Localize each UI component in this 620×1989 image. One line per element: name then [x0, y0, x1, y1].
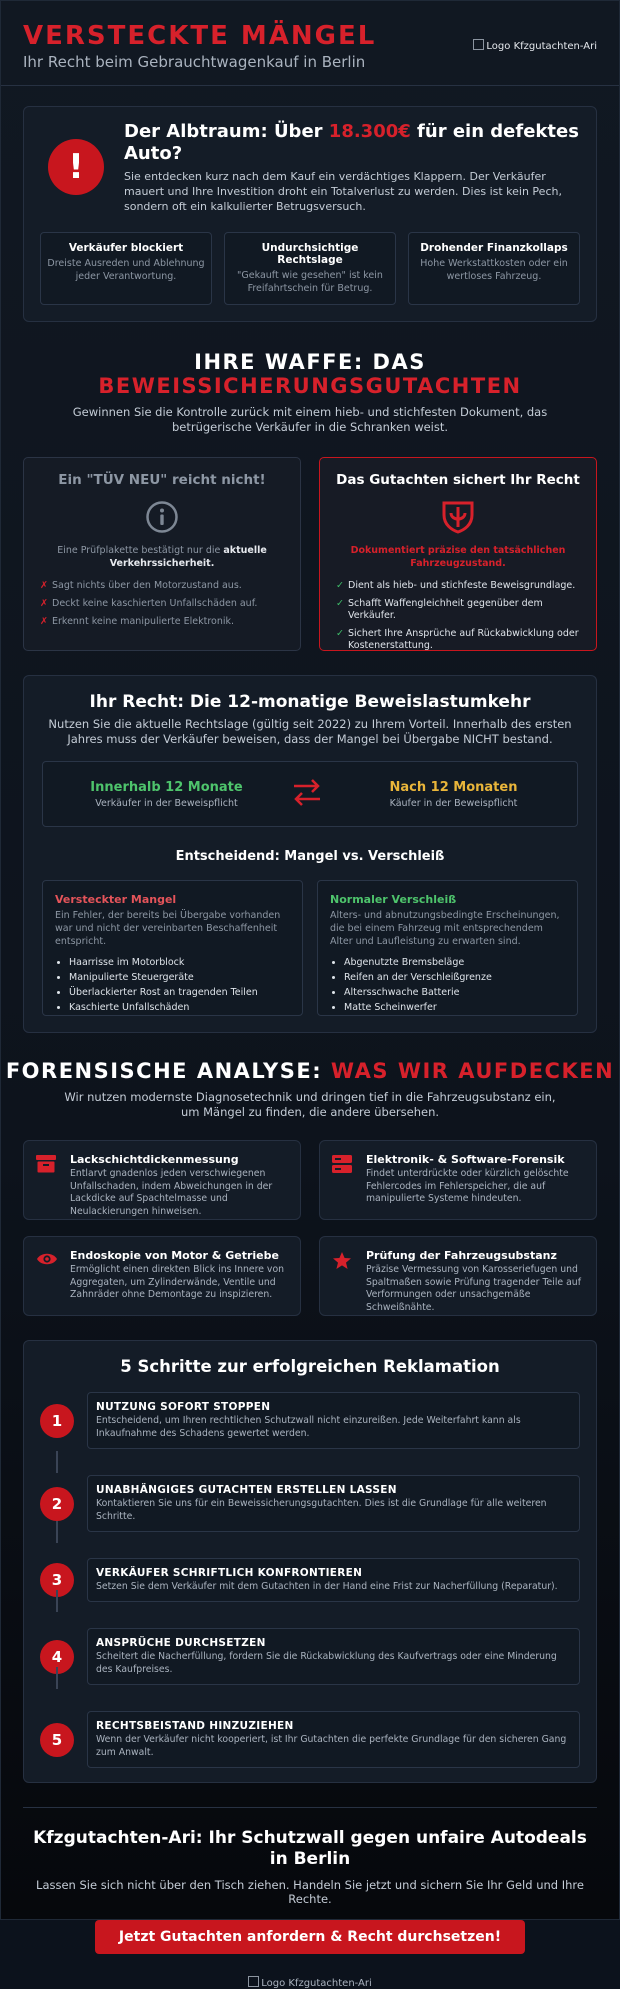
after-12-sub: Käufer in der Beweispflicht	[389, 797, 518, 809]
archive-icon	[36, 1155, 56, 1207]
gutachten-title: Das Gutachten sichert Ihr Recht	[336, 472, 580, 488]
list-item: ✓ Dient als hieb- und stichfeste Beweisgrundlage.	[336, 580, 576, 591]
list-item: ✓ Schafft Waffengleichheit gegenüber dem Verkäufer.	[336, 598, 543, 621]
page-subtitle: Ihr Recht beim Gebrauchtwagenkauf in Berlin	[23, 53, 366, 71]
server-icon	[332, 1155, 352, 1207]
swap-arrows-icon	[290, 775, 330, 813]
burden-timeline	[42, 761, 578, 827]
list-item: • Abgenutzte Bremsbeläge	[344, 955, 565, 970]
step-item: 5 RECHTSBEISTAND HINZUZIEHEN Wenn der Verkäufer nicht kooperiert, ist Ihr Gutachten die perfekte Grundlage für den sicheren Gang zum Anwalt.	[40, 1711, 580, 1768]
law-text: Nutzen Sie die aktuelle Rechtslage (gültig seit 2022) zu Ihrem Vorteil. Innerhalb des ersten Jahres muss der Verkäufer beweisen, dass der Mangel bei Übergabe NICHT bestand.	[48, 717, 572, 746]
header-logo: Logo Kfzgutachten-Ari	[473, 39, 597, 52]
alert-title: Der Albtraum: Über 18.300€ für ein defektes Auto?	[124, 121, 579, 164]
defect-card	[42, 880, 303, 1016]
step-connector	[56, 1521, 58, 1543]
cross-icon: ✗	[40, 598, 48, 609]
step-item: 2 UNABHÄNGIGES GUTACHTEN ERSTELLEN LASSEN Kontaktieren Sie uns für ein Beweissicherungsgutachten. Dies ist die Grundlage für alle weiteren Schritte.	[40, 1475, 580, 1532]
footer	[23, 1807, 597, 1989]
forensic-card-endoscopy: Endoskopie von Motor & Getriebe Ermöglicht einen direkten Blick ins Innere von Aggregaten, um Zylinderwände, Ventile und Zahnräder ohne Demontage zu inspizieren.	[23, 1236, 301, 1316]
forensic-card-substance: Prüfung der Fahrzeugsubstanz Präzise Vermessung von Karosseriefugen und Spaltmaßen sowie Prüfung tragender Teile auf Verformungen oder unsachgemäße Schweißnähte.	[319, 1236, 597, 1316]
exclamation-icon: !	[48, 139, 104, 195]
defect-text: Ein Fehler, der bereits bei Übergabe vorhanden war und nicht der vereinbarten Beschaffenheit entspricht.	[55, 910, 281, 947]
check-icon: ✓	[336, 598, 344, 609]
forensic-grid	[23, 1140, 597, 1316]
list-item: • Matte Scheinwerfer	[344, 1000, 565, 1015]
step-connector	[56, 1590, 58, 1612]
alert-boxes	[40, 232, 580, 305]
star-icon	[332, 1251, 352, 1303]
list-item: • Altersschwache Batterie	[344, 985, 565, 1000]
step-number: 3	[40, 1563, 74, 1597]
alert-text: Sie entdecken kurz nach dem Kauf ein verdächtiges Klappern. Der Verkäufer mauert und Ihre Investition droht ein Totalverlust zu werden. Dies ist kein Pech, sondern oft ein kalkulierter Betrugsversuch.	[124, 170, 562, 213]
alert-box: Undurchsichtige Rechtslage "Gekauft wie gesehen" ist kein Freifahrtschein für Betrug.	[224, 232, 396, 305]
step-connector	[56, 1451, 58, 1473]
list-item: • Überlackierter Rost an tragenden Teilen	[69, 985, 290, 1000]
compare-title: Entscheidend: Mangel vs. Verschleiß	[175, 849, 445, 864]
forensic-card-paint: Lackschichtdickenmessung Entlarvt gnadenlos jeden verschwiegenen Unfallschaden, indem Abweichungen in der Lackdicke auf Spachtelmasse und Neulackierungen hinweisen.	[23, 1140, 301, 1220]
alert-box: Verkäufer blockiert Dreiste Ausreden und Ablehnung jeder Verantwortung.	[40, 232, 212, 305]
defect-title: Versteckter Mangel	[55, 893, 177, 906]
check-icon: ✓	[336, 628, 344, 639]
weapon-text: Gewinnen Sie die Kontrolle zurück mit einem hieb- und stichfesten Dokument, das betrügerische Verkäufer in die Schranken weist.	[72, 405, 548, 434]
step-number: 2	[40, 1487, 74, 1521]
gutachten-lead: Dokumentiert präzise den tatsächlichen Fahrzeugzustand.	[350, 545, 566, 569]
list-item: • Reifen an der Verschleißgrenze	[344, 970, 565, 985]
step-item: 1 NUTZUNG SOFORT STOPPEN Entscheidend, um Ihren rechtlichen Schutzwall nicht einzureißen. Jede Weiterfahrt kann als Inkaufnahme des Schadens gewertet werden.	[40, 1392, 580, 1449]
tuev-vs-gutachten	[23, 457, 597, 651]
list-item: ✓ Sichert Ihre Ansprüche auf Rückabwicklung oder Kostenerstattung.	[336, 628, 579, 651]
tuev-title: Ein "TÜV NEU" reicht nicht!	[58, 472, 266, 488]
within-12-title: Innerhalb 12 Monate	[90, 779, 243, 795]
list-item: ✗ Deckt keine kaschierten Unfallschäden auf.	[40, 598, 258, 609]
law-card	[23, 675, 597, 1033]
step-item: 3 VERKÄUFER SCHRIFTLICH KONFRONTIEREN Setzen Sie dem Verkäufer mit dem Gutachten in der Hand eine Frist zur Nacherfüllung (Reparatur).	[40, 1558, 580, 1602]
forensic-text: Wir nutzen modernste Diagnosetechnik und dringen tief in die Fahrzeugsubstanz ein, um Mängel zu finden, die andere übersehen.	[64, 1090, 556, 1119]
tuev-card	[23, 457, 301, 651]
steps-card	[23, 1340, 597, 1783]
law-title: Ihr Recht: Die 12-monatige Beweislastumkehr	[89, 692, 531, 712]
alert-card	[23, 106, 597, 322]
footer-logo: Logo Kfzgutachten-Ari	[23, 1976, 597, 1989]
list-item: ✗ Erkennt keine manipulierte Elektronik.	[40, 616, 235, 627]
weapon-title: IHRE WAFFE: DAS BEWEISSICHERUNGSGUTACHTEN	[98, 350, 522, 398]
footer-title: Kfzgutachten-Ari: Ihr Schutzwall gegen unfaire Autodeals in Berlin	[33, 1828, 587, 1869]
cross-icon: ✗	[40, 580, 48, 591]
alert-amount: 18.300€	[328, 121, 411, 142]
cross-icon: ✗	[40, 616, 48, 627]
info-icon	[145, 500, 179, 534]
step-number: 1	[40, 1404, 74, 1438]
page-title: VERSTECKTE MÄNGEL	[23, 21, 377, 51]
step-connector	[56, 1667, 58, 1689]
shield-icon	[441, 500, 475, 534]
steps-title: 5 Schritte zur erfolgreichen Reklamation	[120, 1357, 500, 1376]
eye-icon	[36, 1251, 56, 1303]
step-number: 5	[40, 1723, 74, 1757]
tuev-lead: Eine Prüfplakette bestätigt nur die aktuelle Verkehrssicherheit.	[57, 545, 267, 569]
header	[1, 1, 619, 86]
wear-text: Alters- und abnutzungsbedingte Erscheinungen, die bei einem Fahrzeug mit entsprechendem Alter und Laufleistung zu erwarten sind.	[330, 910, 560, 947]
gutachten-card	[319, 457, 597, 651]
footer-text: Lassen Sie sich nicht über den Tisch ziehen. Handeln Sie jetzt und sichern Sie Ihr Geld und Ihre Rechte.	[36, 1878, 584, 1906]
request-report-button[interactable]: Jetzt Gutachten anfordern & Recht durchsetzen!	[95, 1920, 525, 1954]
forensic-title: FORENSISCHE ANALYSE: WAS WIR AUFDECKEN	[5, 1059, 615, 1083]
alert-box: Drohender Finanzkollaps Hohe Werkstattkosten oder ein wertloses Fahrzeug.	[408, 232, 580, 305]
within-12-sub: Verkäufer in der Beweispflicht	[95, 797, 238, 809]
wear-title: Normaler Verschleiß	[330, 893, 457, 906]
wear-card	[317, 880, 578, 1016]
step-number: 4	[40, 1640, 74, 1674]
list-item: • Haarrisse im Motorblock	[69, 955, 290, 970]
list-item: • Manipulierte Steuergeräte	[69, 970, 290, 985]
forensic-card-electronics: Elektronik- & Software-Forensik Findet unterdrückte oder kürzlich gelöschte Fehlercodes im Fehlerspeicher, die auf manipulierte Systeme hindeuten.	[319, 1140, 597, 1220]
list-item: ✗ Sagt nichts über den Motorzustand aus.	[40, 580, 242, 591]
after-12-title: Nach 12 Monaten	[389, 779, 518, 795]
list-item: • Kaschierte Unfallschäden	[69, 1000, 290, 1015]
check-icon: ✓	[336, 580, 344, 591]
step-item: 4 ANSPRÜCHE DURCHSETZEN Scheitert die Nacherfüllung, fordern Sie die Rückabwicklung des Kaufvertrags oder eine Minderung des Kaufpreises.	[40, 1628, 580, 1685]
